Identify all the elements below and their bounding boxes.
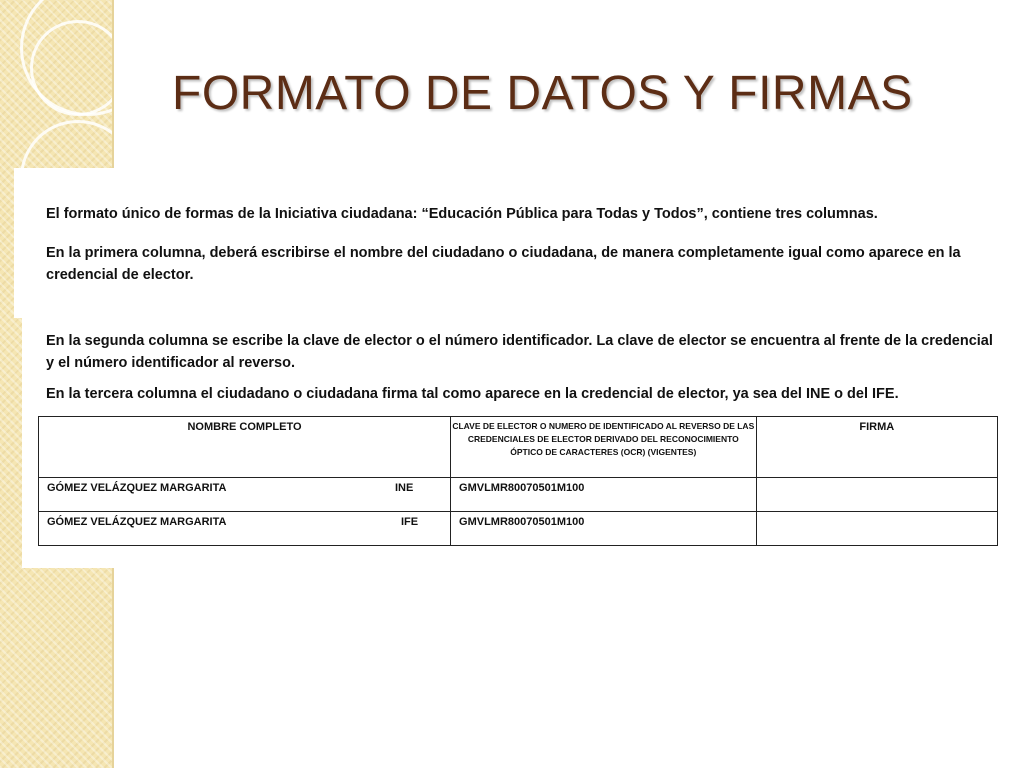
header-signature: FIRMA <box>756 417 997 478</box>
slide-title: FORMATO DE DATOS Y FIRMAS <box>172 67 913 120</box>
header-full-name: NOMBRE COMPLETO <box>39 417 451 478</box>
paragraph-second-column: En la segunda columna se escribe la clave de elector o el número identificador. La clave de elector se encuentra al frente de la credencial y el número identificador al reverso. <box>46 333 993 371</box>
table-row <box>39 478 998 512</box>
signature-cell <box>756 512 997 546</box>
table-row <box>39 512 998 546</box>
credential-type: IFE <box>401 516 419 528</box>
decorative-ring <box>30 20 114 116</box>
signature-form-table <box>38 416 998 546</box>
table-header-row <box>39 417 998 478</box>
elector-key-cell <box>451 512 757 546</box>
elector-key: GMVLMR80070501M100 <box>459 482 585 494</box>
citizen-name: GÓMEZ VELÁZQUEZ MARGARITA <box>47 482 227 494</box>
citizen-name: GÓMEZ VELÁZQUEZ MARGARITA <box>47 516 227 528</box>
credential-type: INE <box>395 482 414 494</box>
header-elector-key: CLAVE DE ELECTOR O NUMERO DE IDENTIFICADO AL REVERSO DE LAS CREDENCIALES DE ELECTOR DERIVADO DEL RECONOCIMIENTO ÓPTICO DE CARACTERES (OCR) (VIGENTES) <box>451 417 757 478</box>
elector-key: GMVLMR80070501M100 <box>459 516 585 528</box>
name-cell <box>39 478 451 512</box>
paragraph-intro: El formato único de formas de la Iniciativa ciudadana: “Educación Pública para Todas y Todos”, contiene tres columnas. <box>46 206 878 222</box>
elector-key-cell <box>451 478 757 512</box>
signature-cell <box>756 478 997 512</box>
paragraph-third-column: En la tercera columna el ciudadano o ciudadana firma tal como aparece en la credencial de elector, ya sea del INE o del IFE. <box>46 386 899 402</box>
name-cell <box>39 512 451 546</box>
paragraph-first-column: En la primera columna, deberá escribirse el nombre del ciudadano o ciudadana, de manera completamente igual como aparece en la credencial de elector. <box>46 245 961 283</box>
